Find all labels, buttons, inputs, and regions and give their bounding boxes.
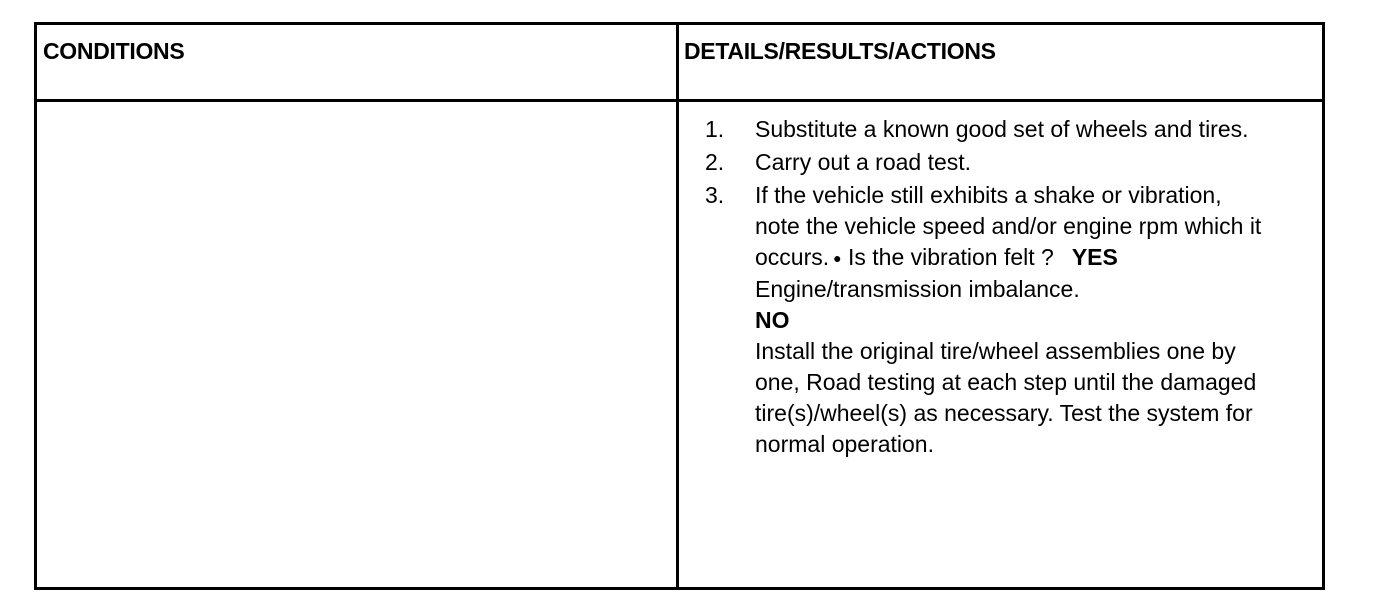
step-text: Substitute a known good set of wheels and tires.	[755, 116, 1249, 142]
step-number: 2.	[705, 149, 725, 175]
step-text: Carry out a road test.	[755, 149, 972, 175]
no-result-text: Install the original tire/wheel assemblies one by one, Road testing at each step until the damaged tire(s)/wheel(s) as necessary. Test the system for normal operation.	[755, 338, 1257, 457]
step-number: 1.	[705, 116, 725, 142]
steps-list	[679, 102, 1265, 460]
conditions-cell	[36, 101, 678, 589]
conditions-header: CONDITIONS	[43, 38, 185, 64]
table-header-row	[36, 24, 1324, 101]
table-row	[36, 101, 1324, 589]
no-label: NO	[755, 307, 790, 333]
details-cell	[678, 101, 1324, 589]
step-item-2	[705, 147, 1265, 178]
step-item-3	[705, 180, 1265, 460]
bullet-icon: ●	[833, 250, 842, 266]
details-header-cell	[678, 24, 1324, 101]
step-number: 3.	[705, 182, 725, 208]
details-header: DETAILS/RESULTS/ACTIONS	[684, 38, 996, 64]
yes-label: YES	[1071, 244, 1118, 270]
diagnostic-table	[34, 22, 1325, 590]
conditions-header-cell	[36, 24, 678, 101]
question-text: Is the vibration felt ?	[848, 244, 1054, 270]
step-item-1	[705, 114, 1265, 145]
step-body	[755, 180, 1265, 460]
yes-result-text: Engine/transmission imbalance.	[755, 276, 1080, 302]
step-text: If the vehicle still exhibits a shake or vibration, note the vehicle speed and/or engine rpm which it occurs.	[755, 182, 1262, 270]
